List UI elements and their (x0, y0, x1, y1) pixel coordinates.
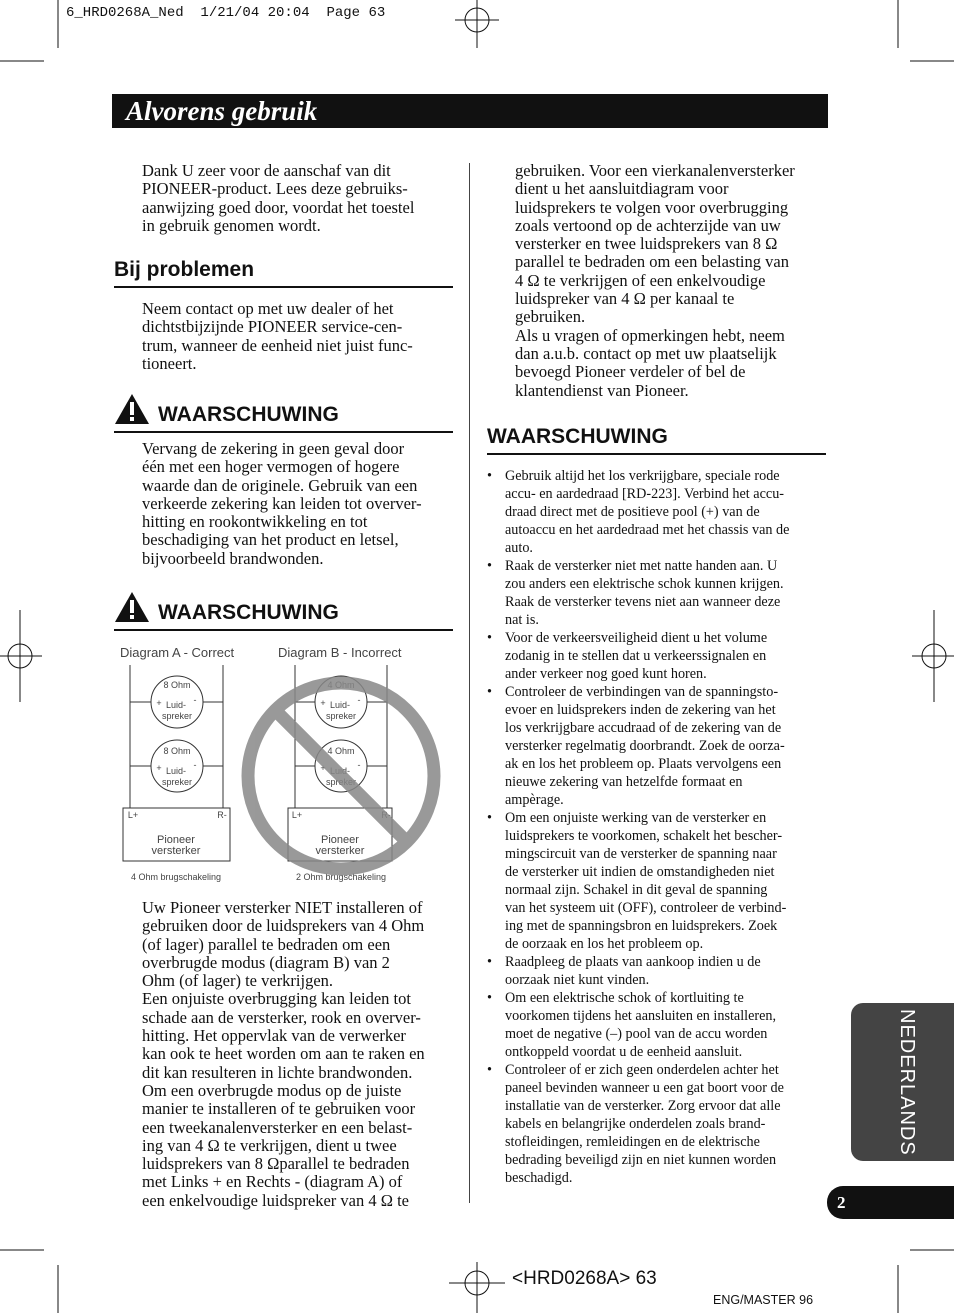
heading-rule (487, 453, 826, 455)
registration-mark-top (455, 0, 499, 48)
amp-b-right-terminal: R- (381, 810, 391, 820)
list-item: • Controleer of er zich geen onderdelen achter het paneel bevinden wanneer u een gat boort voor de installatie van de versterker. Zorg ervoor dat alle kabels en belangrijke onderdelen zoals brand- stofleidingen, remleidingen en de elektrische bedrading beveiligd zijn en niet kunnen worden beschadigd. (487, 1061, 832, 1187)
amp-b-left-terminal: L+ (291, 810, 303, 820)
speaker-b-bottom-label: Luid- (329, 766, 351, 776)
speaker-b-bottom-minus: - (357, 760, 361, 770)
speaker-a-bottom-plus: + (156, 763, 162, 773)
footer-code: <HRD0268A> 63 (512, 1268, 657, 1289)
heading-rule (114, 431, 453, 433)
problems-paragraph: Neem contact op met uw dealer of het dichtstbijzijnde PIONEER service-cen- trum, wanneer de eenheid niet juist func- tioneert. (142, 299, 413, 373)
amp-a-label: versterker (151, 845, 201, 857)
speaker-b-top-minus: - (357, 695, 361, 705)
title-bar (112, 94, 828, 128)
amp-a-left-terminal: L+ (127, 810, 139, 820)
continuation-paragraph: gebruiken. Voor een vierkanalenversterker dient u het aansluitdiagram voor luidsprekers te volgen voor overbrugging zoals vertoond op de achterzijde van uw versterker en twee luidsprekers van 8 Ω parallel te bedraden om een belasting van 4 Ω te verkrijgen of een enkelvoudige luidspreker van 4 Ω per kanaal te gebruiken. Als u vragen of opmerkingen hebt, neem dan a.u.b. contact op met uw plaatselijk bevoegd Pioneer verdeler of bel de klantendienst van Pioneer. (515, 161, 795, 400)
warning-heading-1: WAARSCHUWING (158, 403, 339, 426)
speaker-b-bottom-plus: + (320, 763, 326, 773)
warning-list (487, 467, 832, 1187)
list-item: • Controleer de verbindingen van de spanningsto- evoer en luidsprekers inden de zekering van het los verkrijgbare accudraad of de zekering van de versterker regelmatig doorbrandt. Zoek de oorza- ak en los het probleem op. Plaats vervolgens een nieuwe zekering van hetzelfde formaat en ampèrage. (487, 683, 832, 809)
registration-mark-bottom (449, 1262, 505, 1313)
registration-mark-left (0, 610, 42, 702)
list-item: • Gebruik altijd het los verkrijgbare, speciale rode accu- en aardedraad [RD-223]. Verbind het accu- draad direct met de positieve pool (+) van de autoaccu en het aardedraad met het chassis van de auto. (487, 467, 832, 557)
print-header: 6_HRD0268A_Ned 1/21/04 20:04 Page 63 (66, 5, 386, 21)
page-number: 2 (837, 1193, 846, 1212)
warning-heading-2: WAARSCHUWING (158, 601, 339, 624)
diagram-a-caption: 4 Ohm brugschakeling (130, 872, 222, 882)
amp-b-label: Pioneer (321, 834, 359, 846)
warning-heading-3: WAARSCHUWING (487, 425, 668, 448)
footer-master: ENG/MASTER 96 (713, 1293, 814, 1307)
diagram-b-label: Diagram B - Incorrect (278, 645, 402, 660)
amp-a-label: Pioneer (157, 834, 195, 846)
speaker-a-top-label: spreker (161, 711, 193, 721)
speaker-a-bottom-label: Luid- (165, 766, 187, 776)
registration-mark-right (912, 610, 954, 702)
language-tab-label: NEDERLANDS (896, 1008, 918, 1156)
speaker-b-top-label: Luid- (329, 700, 351, 710)
heading-rule (114, 286, 453, 288)
problems-heading: Bij problemen (114, 258, 255, 281)
speaker-b-top-ohm: 4 Ohm (327, 680, 355, 690)
page-title: Alvorens gebruik (126, 96, 318, 126)
diagram-a-label: Diagram A - Correct (120, 645, 235, 660)
speaker-a-bottom-minus: - (193, 760, 197, 770)
warning-paragraph-1: Vervang de zekering in geen geval door één met een hoger vermogen of hogere waarde dan de originele. Gebruik van een verkeerde zekering kan leiden tot overver- hitting en rookontwikkeling en tot beschadiging van het product en letsel, bijvoorbeeld brandwonden. (142, 439, 422, 568)
speaker-a-top-label: Luid- (165, 700, 187, 710)
speaker-b-top-plus: + (320, 698, 326, 708)
page-number-tab (827, 1186, 954, 1219)
speaker-b-bottom-label: spreker (325, 777, 357, 787)
speaker-a-bottom-ohm: 8 Ohm (163, 746, 191, 756)
diagram-a (123, 665, 230, 861)
speaker-a-bottom-label: spreker (161, 777, 193, 787)
language-tab (851, 1003, 954, 1161)
speaker-b-top-label: spreker (325, 711, 357, 721)
diagram-b-caption: 2 Ohm brugschakeling (295, 872, 387, 882)
list-item: • Om een elektrische schok of kortluiting te voorkomen tijdens het aansluiten en installeren, moet de negative (–) pool van de accu worden ontkoppeld voordat u de eenheid aansluit. (487, 989, 832, 1061)
intro-paragraph: Dank U zeer voor de aanschaf van dit PIONEER-product. Lees deze gebruiks- aanwijzing goed door, voordat het toestel in gebruik genomen wordt. (142, 161, 415, 235)
warning-triangle-icon (114, 393, 150, 425)
bridge-paragraph: Uw Pioneer versterker NIET installeren of gebruiken door de luidsprekers van 4 Ohm (of lager) parallel te bedraden om een overbrugde modus (diagram B) van 2 Ohm (of lager) te verkrijgen. Een onjuiste overbrugging kan leiden tot schade aan de versterker, rook en overver- hitting. Het oppervlak van de verwerker kan ook te heet worden om aan te raken en dit kan resulteren in lichte brandwonden. Om een overbrugde modus op de juiste manier te installeren of te gebruiken voor een tweekanalenversterker en een belast- ing van 4 Ω te verkrijgen, dient u twee luidsprekers van 8 Ωparallel te bedraden met Links + en Rechts - (diagram A) of een enkelvoudige luidspreker van 4 Ω te (142, 898, 425, 1210)
list-item: • Raadpleeg de plaats van aankoop indien u de oorzaak niet kunt vinden. (487, 953, 832, 989)
speaker-a-top-ohm: 8 Ohm (163, 680, 191, 690)
list-item: • Om een onjuiste werking van de versterker en luidsprekers te voorkomen, schakelt het bescher- mingscircuit van de versterker de spanning naar de versterker uit indien de omstandigheden niet normaal zijn. Schakel in dit geval de spanning van het systeem uit (OFF), controleer de verbind- ing met de spanningsbron en luidsprekers. Zoek de oorzaak en los het probleem op. (487, 809, 832, 953)
speaker-a-top-plus: + (156, 698, 162, 708)
warning-triangle-icon (114, 591, 150, 623)
amp-b-label: versterker (315, 845, 365, 857)
list-item: • Raak de versterker niet met natte handen aan. U zou anders een elektrische schok kunnen krijgen. Raak de versterker tevens niet aan wanneer deze nat is. (487, 557, 832, 629)
list-item: • Voor de verkeersveiligheid dient u het volume zodanig in te stellen dat u verkeerssignalen en ander verkeer nog goed kunt horen. (487, 629, 832, 683)
speaker-a-top-minus: - (193, 695, 197, 705)
wiring-diagram (110, 640, 455, 890)
problems-section (114, 258, 453, 288)
amp-a-right-terminal: R- (217, 810, 227, 820)
heading-rule (114, 629, 453, 631)
warning-section-3 (487, 425, 826, 455)
speaker-b-bottom-ohm: 4 Ohm (327, 746, 355, 756)
column-divider (469, 163, 470, 1203)
